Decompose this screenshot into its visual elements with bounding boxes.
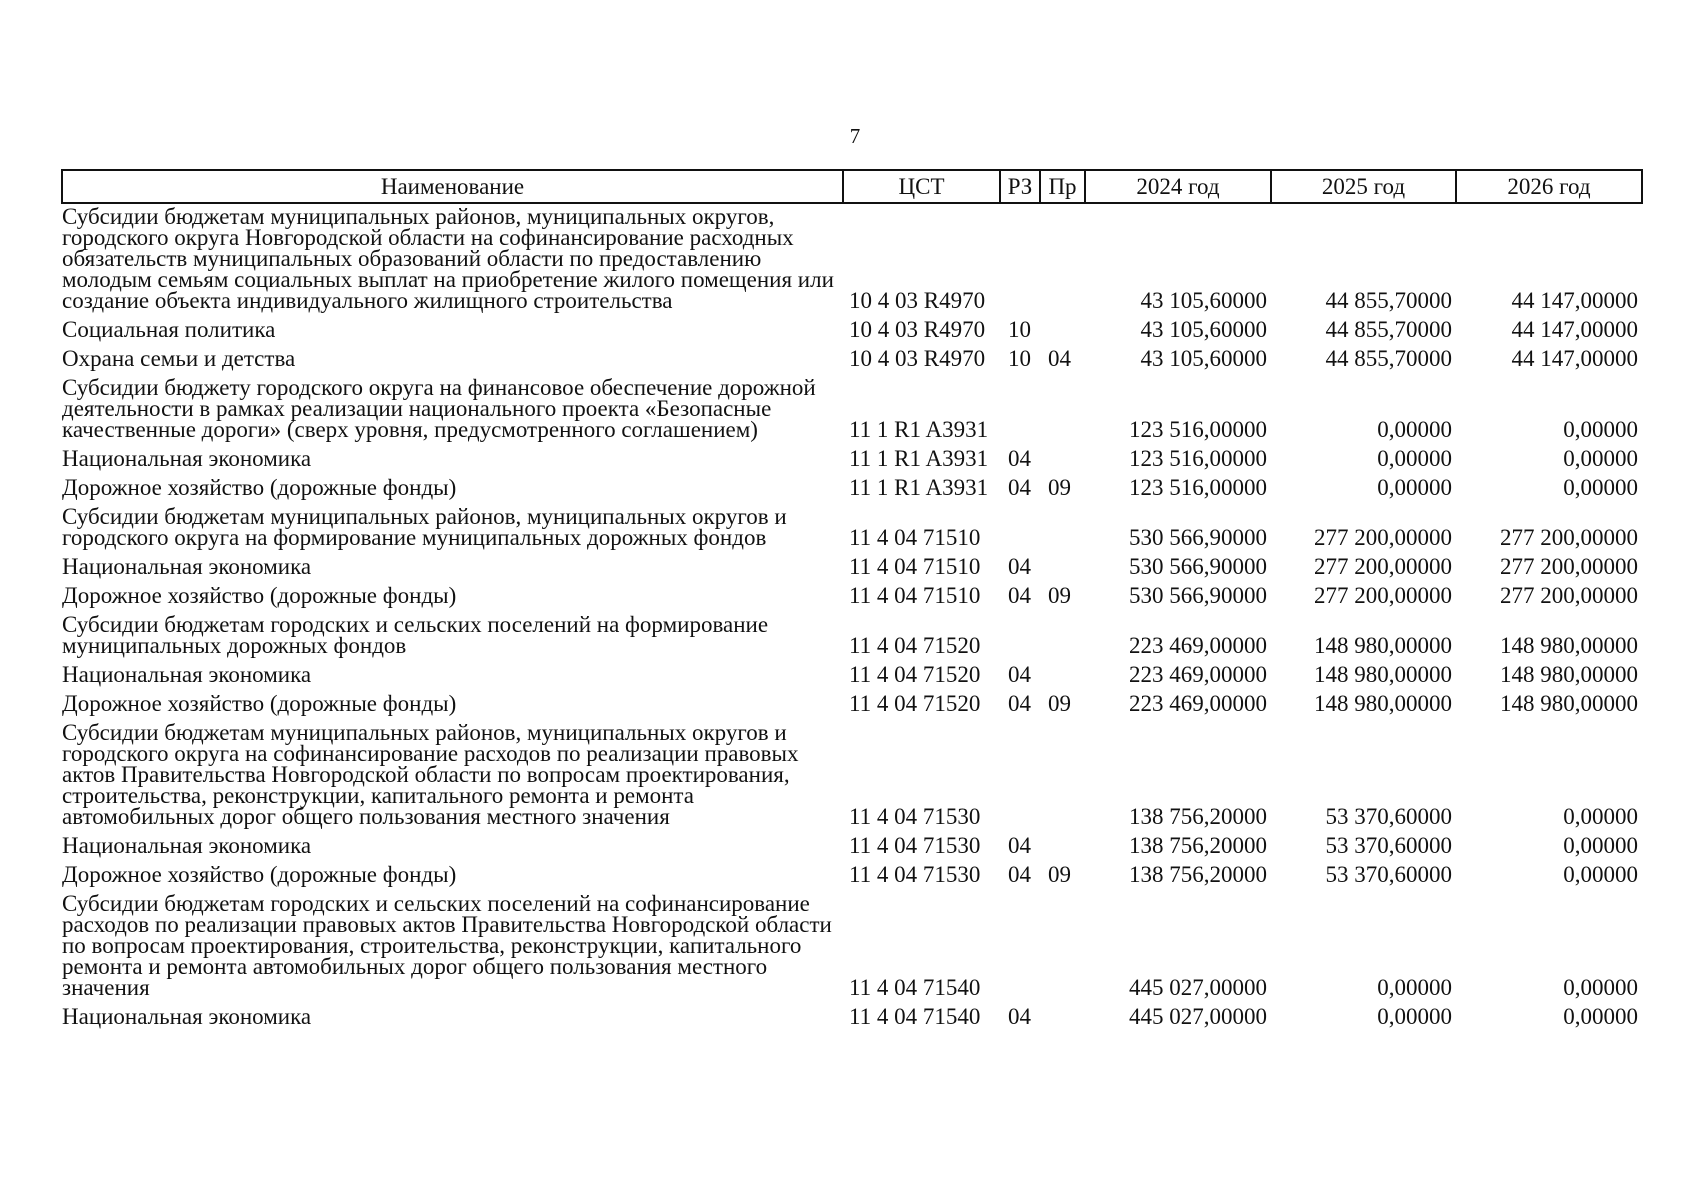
cell-cst: 11 4 04 71510 (849, 525, 981, 550)
cell-y2026: 148 980,00000 (1500, 691, 1638, 716)
cell-y2024: 223 469,00000 (1129, 662, 1267, 687)
cell-y2026: 0,00000 (1563, 833, 1638, 858)
cell-y2024: 223 469,00000 (1129, 691, 1267, 716)
cell-name: Субсидии бюджетам муниципальных районов, муниципальных округов и городского округа на софинансирование расходов по реализации правовых актов Правительства Новгородской области по вопросам проектирования, строительства, реконструкции, капитального ремонта и ремонта автомобильных дорог общего пользования местного значения (62, 720, 799, 829)
cell-y2024: 43 105,60000 (1140, 346, 1267, 371)
header-2024: 2024 год (1085, 170, 1271, 203)
table-row (62, 369, 1642, 440)
cell-name: Охрана семьи и детства (62, 346, 296, 371)
table-row (62, 856, 1642, 885)
cell-pr: 09 (1048, 475, 1071, 500)
cell-y2025: 44 855,70000 (1325, 346, 1452, 371)
table-header (62, 170, 1642, 203)
cell-rz (1000, 606, 1040, 656)
cell-y2025: 53 370,60000 (1325, 833, 1452, 858)
cell-rz: 04 (1008, 475, 1031, 500)
cell-cst: 11 1 R1 A3931 (849, 417, 989, 442)
header-rz: РЗ (1000, 170, 1040, 203)
cell-rz: 04 (1008, 1004, 1031, 1029)
cell-y2024: 43 105,60000 (1140, 288, 1267, 313)
table-row (62, 885, 1642, 998)
table-row (62, 606, 1642, 656)
cell-name: Дорожное хозяйство (дорожные фонды) (62, 475, 457, 500)
cell-name: Дорожное хозяйство (дорожные фонды) (62, 862, 457, 887)
cell-name: Дорожное хозяйство (дорожные фонды) (62, 691, 457, 716)
cell-name: Социальная политика (62, 317, 276, 342)
cell-rz: 04 (1008, 583, 1031, 608)
cell-name: Национальная экономика (62, 446, 312, 471)
cell-y2026: 0,00000 (1563, 417, 1638, 442)
cell-y2025: 277 200,00000 (1314, 583, 1452, 608)
cell-rz: 10 (1008, 317, 1031, 342)
cell-y2024: 138 756,20000 (1129, 833, 1267, 858)
cell-y2026: 277 200,00000 (1500, 554, 1638, 579)
cell-rz (1000, 203, 1040, 311)
cell-y2025: 0,00000 (1377, 417, 1452, 442)
header-2025: 2025 год (1271, 170, 1456, 203)
cell-name: Субсидии бюджетам городских и сельских поселений на формирование муниципальных дорожных фондов (62, 612, 769, 658)
cell-pr (1040, 606, 1085, 656)
cell-cst: 11 4 04 71520 (849, 691, 981, 716)
cell-cst: 11 4 04 71530 (849, 804, 981, 829)
cell-y2024: 530 566,90000 (1129, 554, 1267, 579)
cell-pr (1040, 311, 1085, 340)
cell-cst: 10 4 03 R4970 (849, 346, 986, 371)
cell-rz: 04 (1008, 446, 1031, 471)
cell-rz: 10 (1008, 346, 1031, 371)
cell-y2026: 44 147,00000 (1511, 288, 1638, 313)
cell-y2024: 530 566,90000 (1129, 525, 1267, 550)
cell-cst: 11 4 04 71540 (849, 1004, 981, 1029)
cell-pr (1040, 885, 1085, 998)
table-row (62, 827, 1642, 856)
table-row (62, 203, 1642, 311)
table-row (62, 577, 1642, 606)
cell-name: Национальная экономика (62, 1004, 312, 1029)
cell-rz (1000, 369, 1040, 440)
cell-y2026: 0,00000 (1563, 475, 1638, 500)
cell-y2026: 0,00000 (1563, 1004, 1638, 1029)
cell-rz (1000, 885, 1040, 998)
header-pr: Пр (1040, 170, 1085, 203)
table-row (62, 340, 1642, 369)
cell-name: Субсидии бюджетам муниципальных районов, муниципальных округов и городского округа на формирование муниципальных дорожных фондов (62, 504, 787, 550)
cell-cst: 11 4 04 71520 (849, 662, 981, 687)
cell-y2024: 223 469,00000 (1129, 633, 1267, 658)
table-row (62, 498, 1642, 548)
cell-rz (1000, 498, 1040, 548)
header-name: Наименование (62, 170, 843, 203)
table-row (62, 998, 1642, 1027)
cell-rz: 04 (1008, 862, 1031, 887)
cell-y2026: 277 200,00000 (1500, 583, 1638, 608)
cell-y2025: 277 200,00000 (1314, 525, 1452, 550)
cell-y2024: 445 027,00000 (1129, 975, 1267, 1000)
cell-y2025: 0,00000 (1377, 446, 1452, 471)
cell-y2025: 148 980,00000 (1314, 662, 1452, 687)
table-row (62, 469, 1642, 498)
cell-y2024: 123 516,00000 (1129, 417, 1267, 442)
cell-cst: 11 4 04 71520 (849, 633, 981, 658)
cell-name: Национальная экономика (62, 833, 312, 858)
cell-pr: 09 (1048, 691, 1071, 716)
cell-y2025: 44 855,70000 (1325, 288, 1452, 313)
cell-cst: 11 4 04 71530 (849, 862, 981, 887)
cell-cst: 11 4 04 71510 (849, 583, 981, 608)
cell-pr: 09 (1048, 862, 1071, 887)
cell-rz: 04 (1008, 833, 1031, 858)
cell-y2024: 445 027,00000 (1129, 1004, 1267, 1029)
cell-pr (1040, 369, 1085, 440)
table-body (62, 203, 1642, 1027)
cell-y2024: 123 516,00000 (1129, 475, 1267, 500)
table-row (62, 548, 1642, 577)
table-row (62, 685, 1642, 714)
cell-rz (1000, 714, 1040, 827)
cell-name: Субсидии бюджетам городских и сельских поселений на софинансирование расходов по реализации правовых актов Правительства Новгородской области по вопросам проектирования, строительства, реконструкции, капитального ремонта и ремонта автомобильных дорог общего пользования местного значения (62, 891, 832, 1000)
cell-pr (1040, 827, 1085, 856)
cell-y2024: 138 756,20000 (1129, 862, 1267, 887)
cell-name: Дорожное хозяйство (дорожные фонды) (62, 583, 457, 608)
cell-y2024: 530 566,90000 (1129, 583, 1267, 608)
cell-pr: 09 (1048, 583, 1071, 608)
cell-name: Субсидии бюджетам муниципальных районов, муниципальных округов, городского округа Новгородской области на софинансирование расходных обязательств муниципальных образований области по предоставлению молодым семьям социальных выплат на приобретение жилого помещения или создание объекта индивидуального жилищного строительства (62, 204, 834, 313)
cell-y2026: 148 980,00000 (1500, 662, 1638, 687)
table-row (62, 714, 1642, 827)
cell-pr (1040, 203, 1085, 311)
table-row (62, 311, 1642, 340)
cell-y2025: 0,00000 (1377, 1004, 1452, 1029)
cell-y2026: 0,00000 (1563, 446, 1638, 471)
cell-y2025: 148 980,00000 (1314, 633, 1452, 658)
cell-y2025: 53 370,60000 (1325, 862, 1452, 887)
cell-rz: 04 (1008, 554, 1031, 579)
cell-cst: 11 4 04 71510 (849, 554, 981, 579)
cell-y2025: 148 980,00000 (1314, 691, 1452, 716)
cell-name: Субсидии бюджету городского округа на финансовое обеспечение дорожной деятельности в рамках реализации национального проекта «Безопасные качественные дороги» (сверх уровня, предусмотренного соглашением) (62, 375, 816, 442)
cell-cst: 11 4 04 71540 (849, 975, 981, 1000)
cell-y2026: 148 980,00000 (1500, 633, 1638, 658)
cell-cst: 11 1 R1 A3931 (849, 446, 989, 471)
cell-y2024: 138 756,20000 (1129, 804, 1267, 829)
cell-y2024: 43 105,60000 (1140, 317, 1267, 342)
cell-cst: 10 4 03 R4970 (849, 288, 986, 313)
cell-y2024: 123 516,00000 (1129, 446, 1267, 471)
cell-name: Национальная экономика (62, 662, 312, 687)
table-row (62, 440, 1642, 469)
cell-rz: 04 (1008, 691, 1031, 716)
header-2026: 2026 год (1456, 170, 1642, 203)
cell-y2025: 277 200,00000 (1314, 554, 1452, 579)
cell-y2026: 277 200,00000 (1500, 525, 1638, 550)
cell-pr (1040, 498, 1085, 548)
cell-pr (1040, 714, 1085, 827)
cell-y2025: 53 370,60000 (1325, 804, 1452, 829)
cell-y2026: 0,00000 (1563, 804, 1638, 829)
cell-y2025: 0,00000 (1377, 975, 1452, 1000)
cell-y2026: 44 147,00000 (1511, 346, 1638, 371)
cell-y2025: 44 855,70000 (1325, 317, 1452, 342)
cell-pr (1040, 998, 1085, 1027)
cell-cst: 11 4 04 71530 (849, 833, 981, 858)
cell-name: Национальная экономика (62, 554, 312, 579)
cell-y2025: 0,00000 (1377, 475, 1452, 500)
header-cst: ЦСТ (843, 170, 1000, 203)
cell-y2026: 0,00000 (1563, 862, 1638, 887)
cell-pr: 04 (1048, 346, 1071, 371)
table-row (62, 656, 1642, 685)
cell-y2026: 0,00000 (1563, 975, 1638, 1000)
cell-cst: 10 4 03 R4970 (849, 317, 986, 342)
cell-pr (1040, 656, 1085, 685)
cell-rz: 04 (1008, 662, 1031, 687)
cell-pr (1040, 440, 1085, 469)
page-number: 7 (849, 124, 861, 148)
cell-pr (1040, 548, 1085, 577)
cell-y2026: 44 147,00000 (1511, 317, 1638, 342)
cell-cst: 11 1 R1 A3931 (849, 475, 989, 500)
budget-table (61, 169, 1643, 1027)
